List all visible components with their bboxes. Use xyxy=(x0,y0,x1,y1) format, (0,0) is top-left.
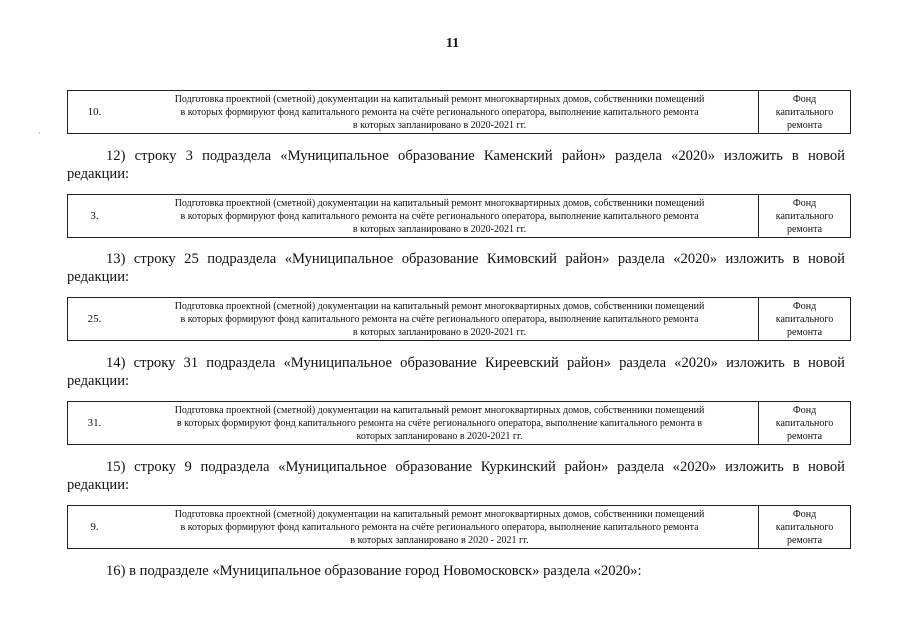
paragraph-item-15: 15) строку 9 подраздела «Муниципальное образование Куркинский район» раздела «2020» изложить в новой редакции: xyxy=(67,459,845,493)
table-row xyxy=(67,194,851,238)
row-description: Подготовка проектной (сметной) документации на капитальный ремонт многоквартирных домов, собственники помещений в которых формируют фонд капитального ремонта на счёте регионального оператора, выполнение капитального ремонта в которых запланировано в 2020-2021 гг. xyxy=(174,405,705,442)
scan-artifact: · xyxy=(38,128,41,138)
paragraph-item-14: 14) строку 31 подраздела «Муниципальное образование Киреевский район» раздела «2020» изложить в новой редакции: xyxy=(67,355,845,389)
row-number: 10. xyxy=(87,106,102,118)
row-description: Подготовка проектной (сметной) документации на капитальный ремонт многоквартирных домов, собственники помещений в которых формируют фонд капитального ремонта на счёте регионального оператора, выполнение капитального ремонта в которых запланировано в 2020-2021 гг. xyxy=(174,94,705,131)
table-row xyxy=(67,401,851,445)
table-row xyxy=(67,90,851,134)
row-description: Подготовка проектной (сметной) документации на капитальный ремонт многоквартирных домов, собственники помещений в которых формируют фонд капитального ремонта на счёте регионального оператора, выполнение капитального ремонта в которых запланировано в 2020 - 2021 гг. xyxy=(174,509,705,546)
row-number: 3. xyxy=(90,210,99,222)
paragraph-item-13: 13) строку 25 подраздела «Муниципальное образование Кимовский район» раздела «2020» изложить в новой редакции: xyxy=(67,251,845,285)
row-number: 31. xyxy=(87,417,102,429)
table-row xyxy=(67,505,851,549)
row-description: Подготовка проектной (сметной) документации на капитальный ремонт многоквартирных домов, собственники помещений в которых формируют фонд капитального ремонта на счёте регионального оператора, выполнение капитального ремонта в которых запланировано в 2020-2021 гг. xyxy=(174,198,705,235)
row-funding-source: Фонд капитального ремонта xyxy=(758,402,850,444)
paragraph-item-12: 12) строку 3 подраздела «Муниципальное образование Каменский район» раздела «2020» изложить в новой редакции: xyxy=(67,148,845,182)
row-number: 25. xyxy=(87,313,102,325)
row-funding-source: Фонд капитального ремонта xyxy=(758,195,850,237)
row-description: Подготовка проектной (сметной) документации на капитальный ремонт многоквартирных домов, собственники помещений в которых формируют фонд капитального ремонта на счёте регионального оператора, выполнение капитального ремонта в которых запланировано в 2020-2021 гг. xyxy=(174,301,705,338)
table-row xyxy=(67,297,851,341)
page-number: 11 xyxy=(445,36,460,51)
paragraph-item-16: 16) в подразделе «Муниципальное образование город Новомосковск» раздела «2020»: xyxy=(106,563,642,579)
row-funding-source: Фонд капитального ремонта xyxy=(758,91,850,133)
row-funding-source: Фонд капитального ремонта xyxy=(758,506,850,548)
row-number: 9. xyxy=(90,521,99,533)
row-funding-source: Фонд капитального ремонта xyxy=(758,298,850,340)
